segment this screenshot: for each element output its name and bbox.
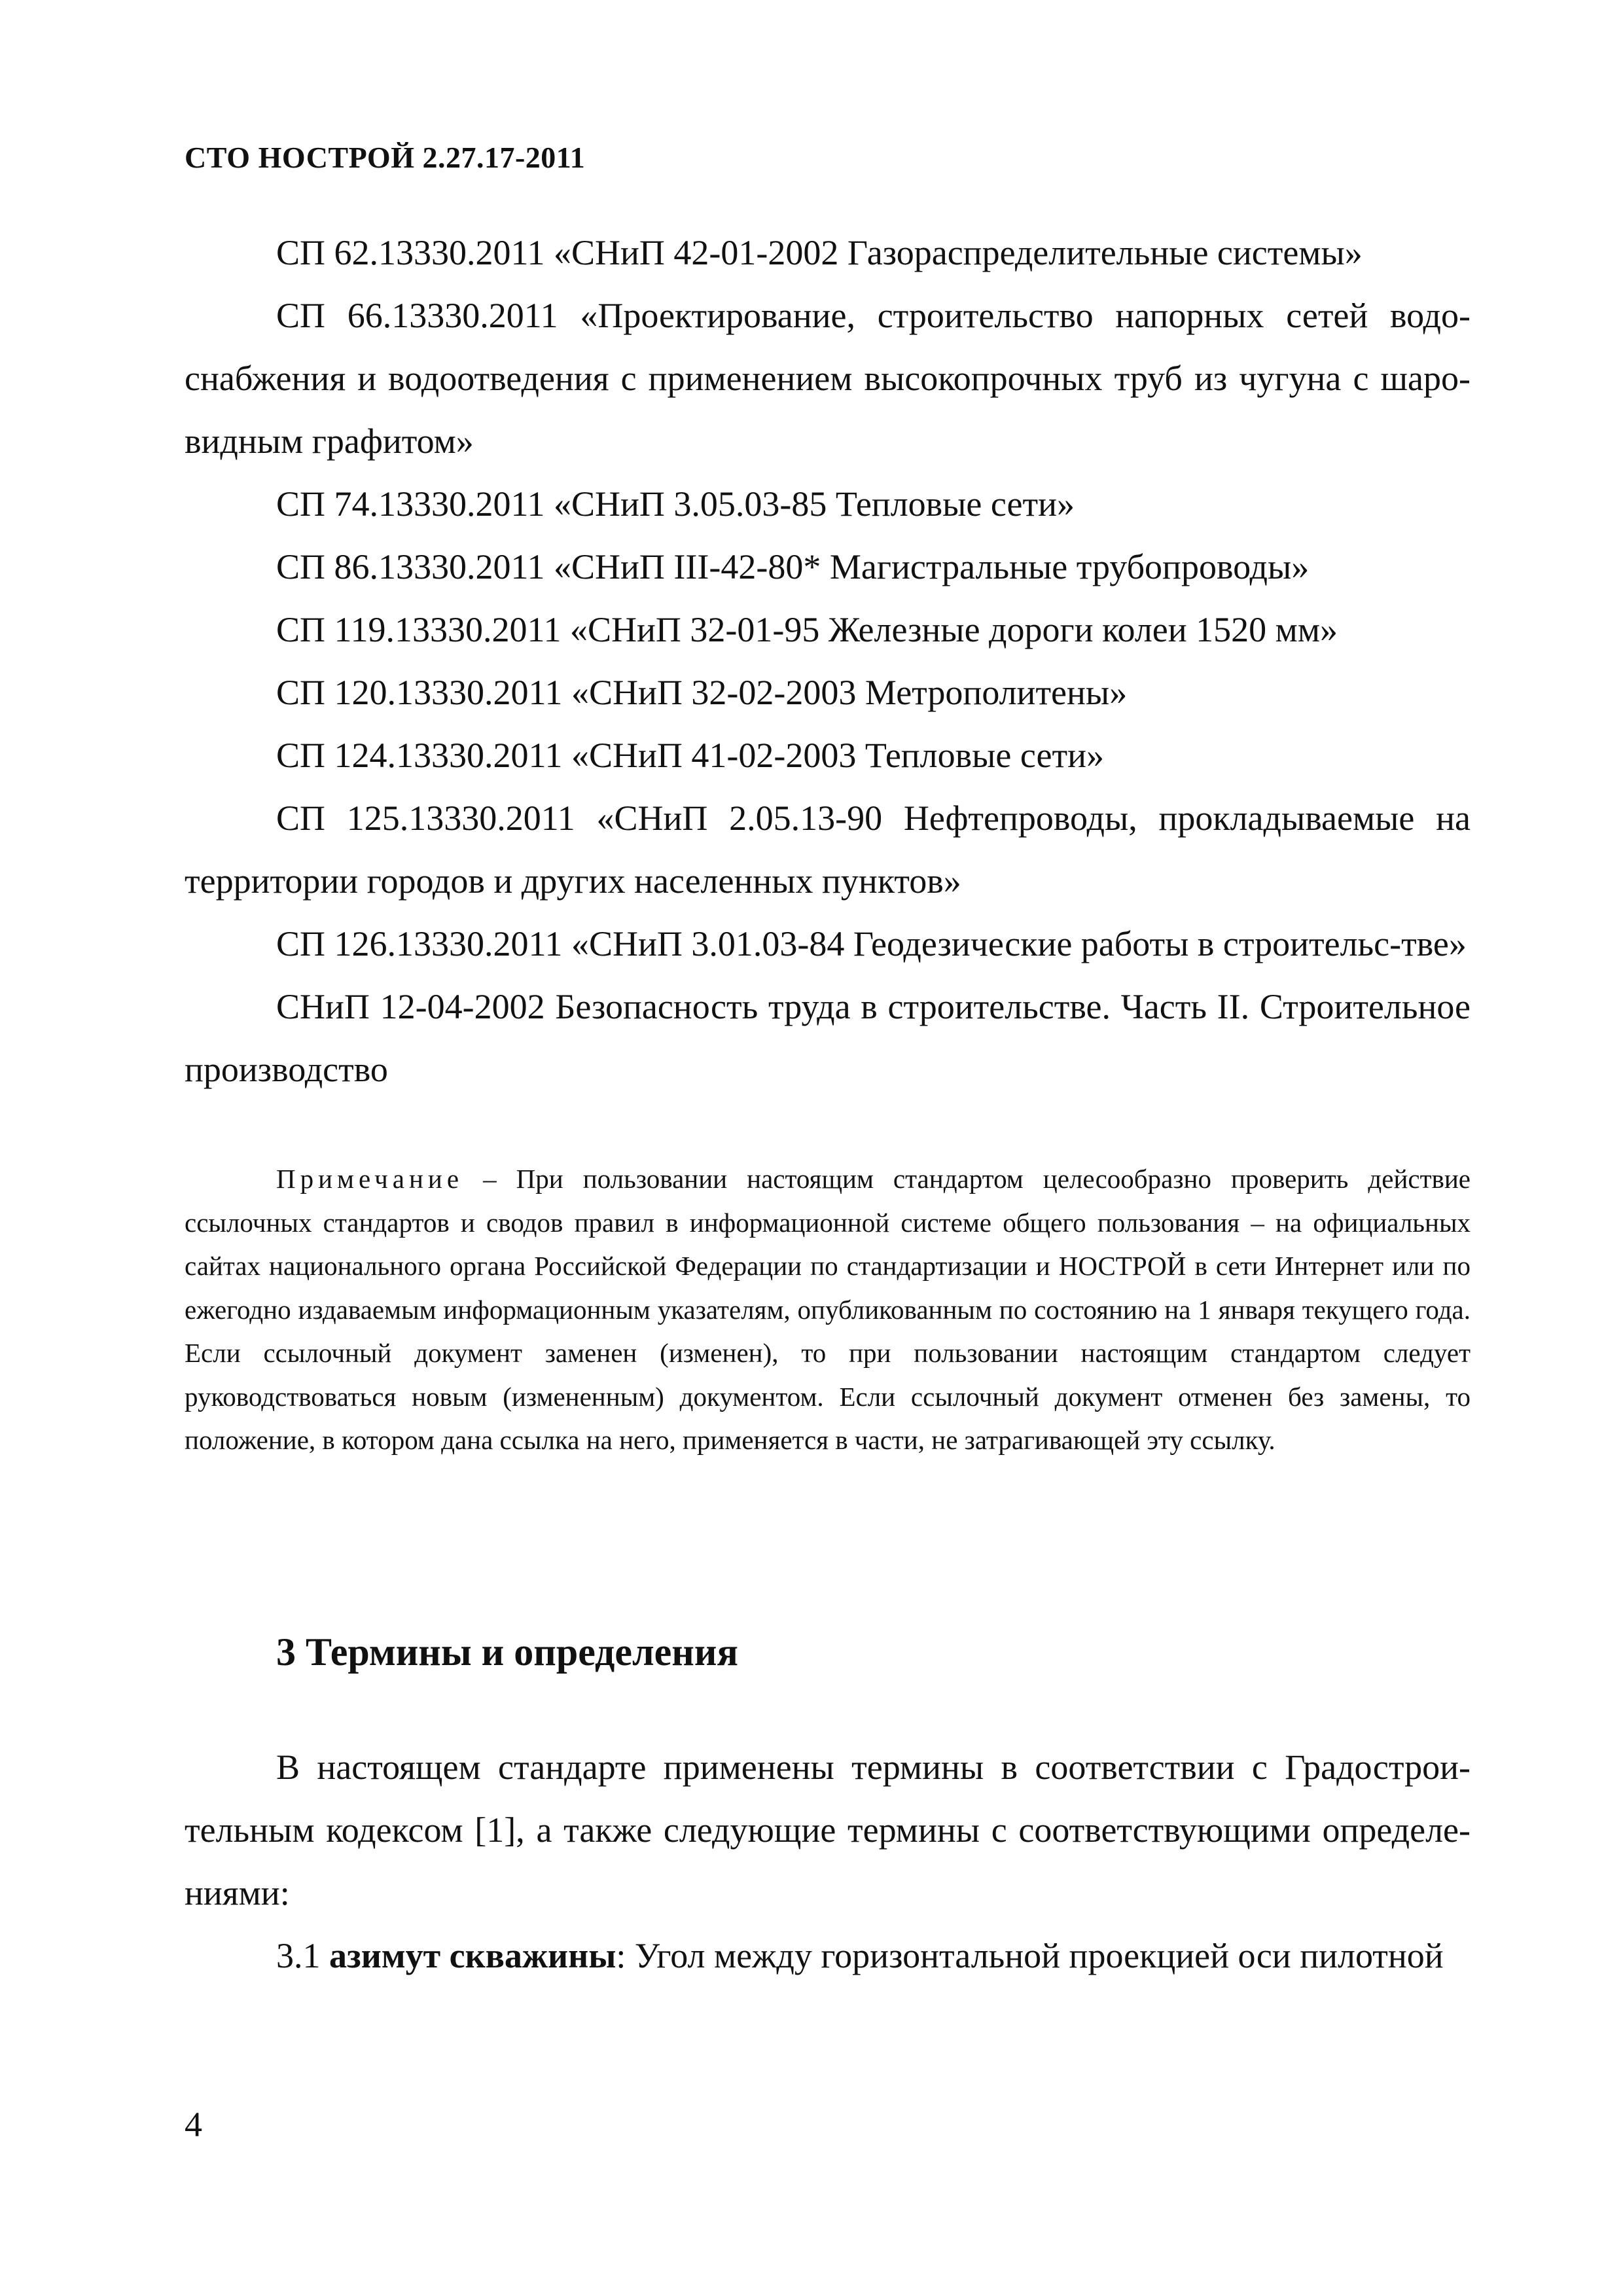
term-name: азимут скважины — [329, 1936, 616, 1975]
note-label: Примечание — [276, 1164, 464, 1194]
section-heading: 3 Термины и определения — [276, 1630, 738, 1674]
term-number: 3.1 — [276, 1936, 321, 1975]
reference-item: СП 124.13330.2011 «СНиП 41-02-2003 Тепловые сети» — [276, 736, 1104, 775]
reference-item: СП 119.13330.2011 «СНиП 32-01-95 Железные дороги колеи 1520 мм» — [276, 610, 1338, 649]
reference-item: СП 62.13330.2011 «СНиП 42-01-2002 Газораспределительные системы» — [276, 233, 1363, 272]
reference-item: СП 126.13330.2011 «СНиП 3.01.03-84 Геодезические работы в строительс-тве» — [276, 924, 1467, 963]
reference-item: СП 86.13330.2011 «СНиП III-42-80* Магистральные трубопроводы» — [276, 547, 1310, 586]
reference-item: СП 74.13330.2011 «СНиП 3.05.03-85 Тепловые сети» — [276, 484, 1075, 524]
reference-item: СНиП 12-04-2002 Безопасность труда в строительстве. Часть II. Строительное производство — [185, 987, 1471, 1089]
reference-item: СП 120.13330.2011 «СНиП 32-02-2003 Метрополитены» — [276, 673, 1128, 712]
page-number: 4 — [185, 2105, 202, 2144]
document-header: СТО НОСТРОЙ 2.27.17-2011 — [185, 141, 586, 174]
reference-item: СП 125.13330.2011 «СНиП 2.05.13-90 Нефтепроводы, прокладываемые на территории городов и других населенных пунктов» — [185, 798, 1471, 901]
term-entry — [185, 1924, 1471, 1987]
term-definition: : Угол между горизонтальной проекцией оси пилотной — [616, 1936, 1444, 1975]
terms-intro: В настоящем стандарте применены термины в соответствии с Градострои-тельным кодексом [1], а также следующие термины с соответствующими определе-ниями: — [185, 1748, 1471, 1912]
note-text: – При пользовании настоящим стандартом целесообразно проверить действие ссылочных стандартов и сводов правил в информационной системе общего пользования – на официальных сайтах национального органа Российской Федерации по стандартизации и НОСТРОЙ в сети Интернет или по ежегодно издаваемым информационным указателям, опубликованным по состоянию на 1 января текущего года. Если ссылочный документ заменен (изменен), то при пользовании настоящим стандартом следует руководствоваться новым (измененным) документом. Если ссылочный документ отменен без замены, то положение, в котором дана ссылка на него, применяется в части, не затрагивающей эту ссылку. — [185, 1164, 1471, 1455]
terms-section — [185, 1736, 1471, 1987]
reference-item: СП 66.13330.2011 «Проектирование, строительство напорных сетей водо-снабжения и водоотведения с применением высокопрочных труб из чугуна с шаро-видным графитом» — [185, 296, 1471, 461]
references-list — [185, 221, 1471, 1101]
note-paragraph — [185, 1157, 1471, 1462]
